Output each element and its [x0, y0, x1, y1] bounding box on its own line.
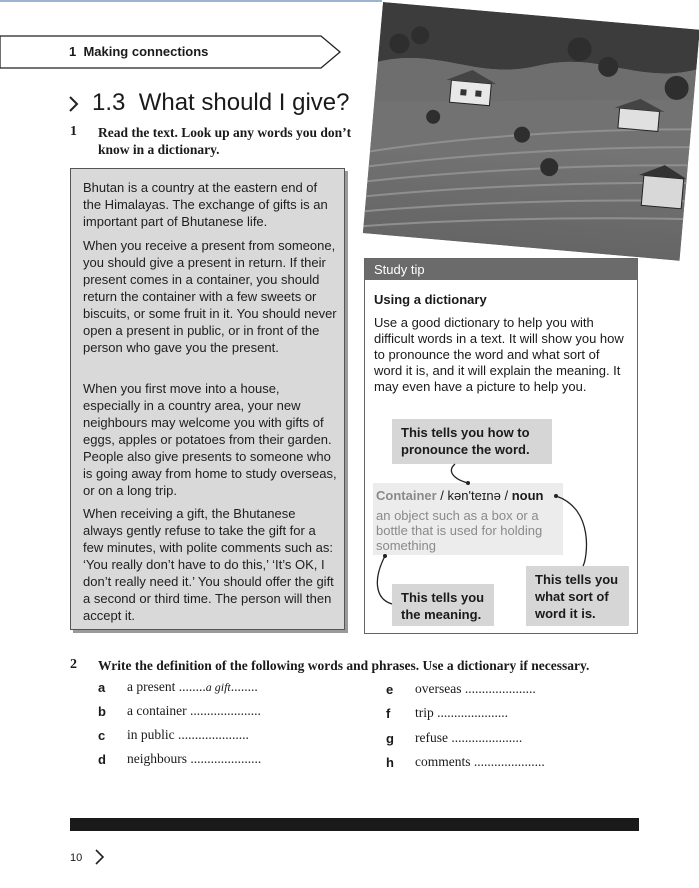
- item-text: [127, 751, 261, 767]
- item-text: [127, 727, 249, 743]
- item-word: in public: [127, 727, 175, 742]
- answer-line: .....................: [470, 754, 545, 769]
- chapter-label: 1 Making connections: [69, 44, 209, 59]
- study-tip-body: Use a good dictionary to help you with difficult words in a text. It will show you how to pronounce the word and what sort of word it is, and it will explain the meaning. It may even have a picture to help you.: [374, 315, 624, 394]
- item-letter: f: [386, 706, 391, 721]
- reading-text-box: [70, 168, 345, 630]
- study-tip-header: Study tip: [365, 259, 637, 280]
- entry-definition: an object such as a box or a bottle that is used for holding something: [376, 508, 543, 553]
- answer-line: .....................: [461, 681, 536, 696]
- item-word: refuse: [415, 730, 448, 745]
- exercise-1-instruction: Read the text. Look up any words you don’t know in a dictionary.: [98, 125, 352, 157]
- item-letter: c: [98, 728, 106, 743]
- item-word: neighbours: [127, 751, 187, 766]
- answer-line: .....................: [187, 751, 262, 766]
- answer-line: .....................: [174, 727, 249, 742]
- answer-line: ........: [230, 679, 258, 694]
- callout-pronounce: This tells you how to pronounce the word.: [392, 419, 552, 464]
- item-letter: g: [386, 731, 394, 746]
- reading-paragraph: When you receive a present from someone, you should give a present in return. If their present comes in a container, you should return the container with a few sweets or biscuits, or some fruit in it. You should never open a present in public, or in front of the person who gave you the present.: [83, 238, 337, 355]
- answer-line: .....................: [433, 705, 508, 720]
- page-title: 1.3 What should I give?: [92, 89, 350, 116]
- item-letter: a: [98, 680, 106, 695]
- item-text: [127, 679, 258, 695]
- top-rule: [0, 0, 382, 2]
- study-tip-box: [364, 258, 638, 634]
- entry-pronunciation: kən'teɪnə: [447, 488, 501, 503]
- answer-line: .....................: [186, 703, 261, 718]
- chevron-right-icon: [68, 95, 80, 113]
- callout-connector-lines: [365, 259, 639, 635]
- study-tip-subtitle: Using a dictionary: [374, 292, 487, 307]
- item-word: a container: [127, 703, 187, 718]
- page-number: 10: [70, 852, 83, 864]
- item-letter: b: [98, 704, 106, 719]
- entry-separator: /: [500, 488, 512, 503]
- item-letter: e: [386, 682, 394, 697]
- item-text: [127, 703, 261, 719]
- chapter-tab: [0, 35, 340, 69]
- chevron-right-icon: [94, 848, 106, 866]
- item-text: [415, 754, 545, 770]
- reading-paragraph: When you first move into a house, especially in a country area, your new neighbours may welcome you with gifts of eggs, apples or potatoes from their garden. People also give presents to someone who is going away from home to study overseas, or on a long trip.: [83, 381, 337, 498]
- item-word: trip: [415, 705, 434, 720]
- answer-text: a gift: [205, 680, 231, 694]
- item-text: [415, 681, 536, 697]
- callout-sort: This tells you what sort of word it is.: [526, 566, 629, 626]
- item-word: comments: [415, 754, 471, 769]
- exercise-2-instruction: Write the definition of the following words and phrases. Use a dictionary if necessary.: [98, 658, 590, 673]
- reading-paragraph: Bhutan is a country at the eastern end of the Himalayas. The exchange of gifts is an important part of Bhutanese life.: [83, 180, 328, 229]
- entry-part-of-speech: noun: [511, 488, 544, 503]
- item-text: [415, 730, 522, 746]
- answer-line: .....................: [447, 730, 523, 745]
- item-letter: d: [98, 752, 106, 767]
- footer-bar: [70, 818, 639, 831]
- item-word: overseas: [415, 681, 462, 696]
- item-text: [415, 705, 508, 721]
- item-word: a present: [127, 679, 176, 694]
- reading-paragraph: When receiving a gift, the Bhutanese always gently refuse to take the gift for a few minutes, with polite comments such as: ‘You really don’t have to do this,’ ‘It’s OK, I don’t really need it.’ You should offer the gift a second or third time. The person will then accept it.: [83, 506, 334, 623]
- item-letter: h: [386, 755, 394, 770]
- bhutan-village-photo: [363, 2, 699, 261]
- exercise-2-number: 2: [70, 657, 77, 672]
- answer-line: ........: [175, 679, 206, 694]
- entry-separator: /: [436, 488, 448, 503]
- callout-meaning: This tells you the meaning.: [392, 584, 494, 626]
- exercise-1-number: 1: [70, 124, 77, 139]
- entry-word: Container: [376, 488, 437, 503]
